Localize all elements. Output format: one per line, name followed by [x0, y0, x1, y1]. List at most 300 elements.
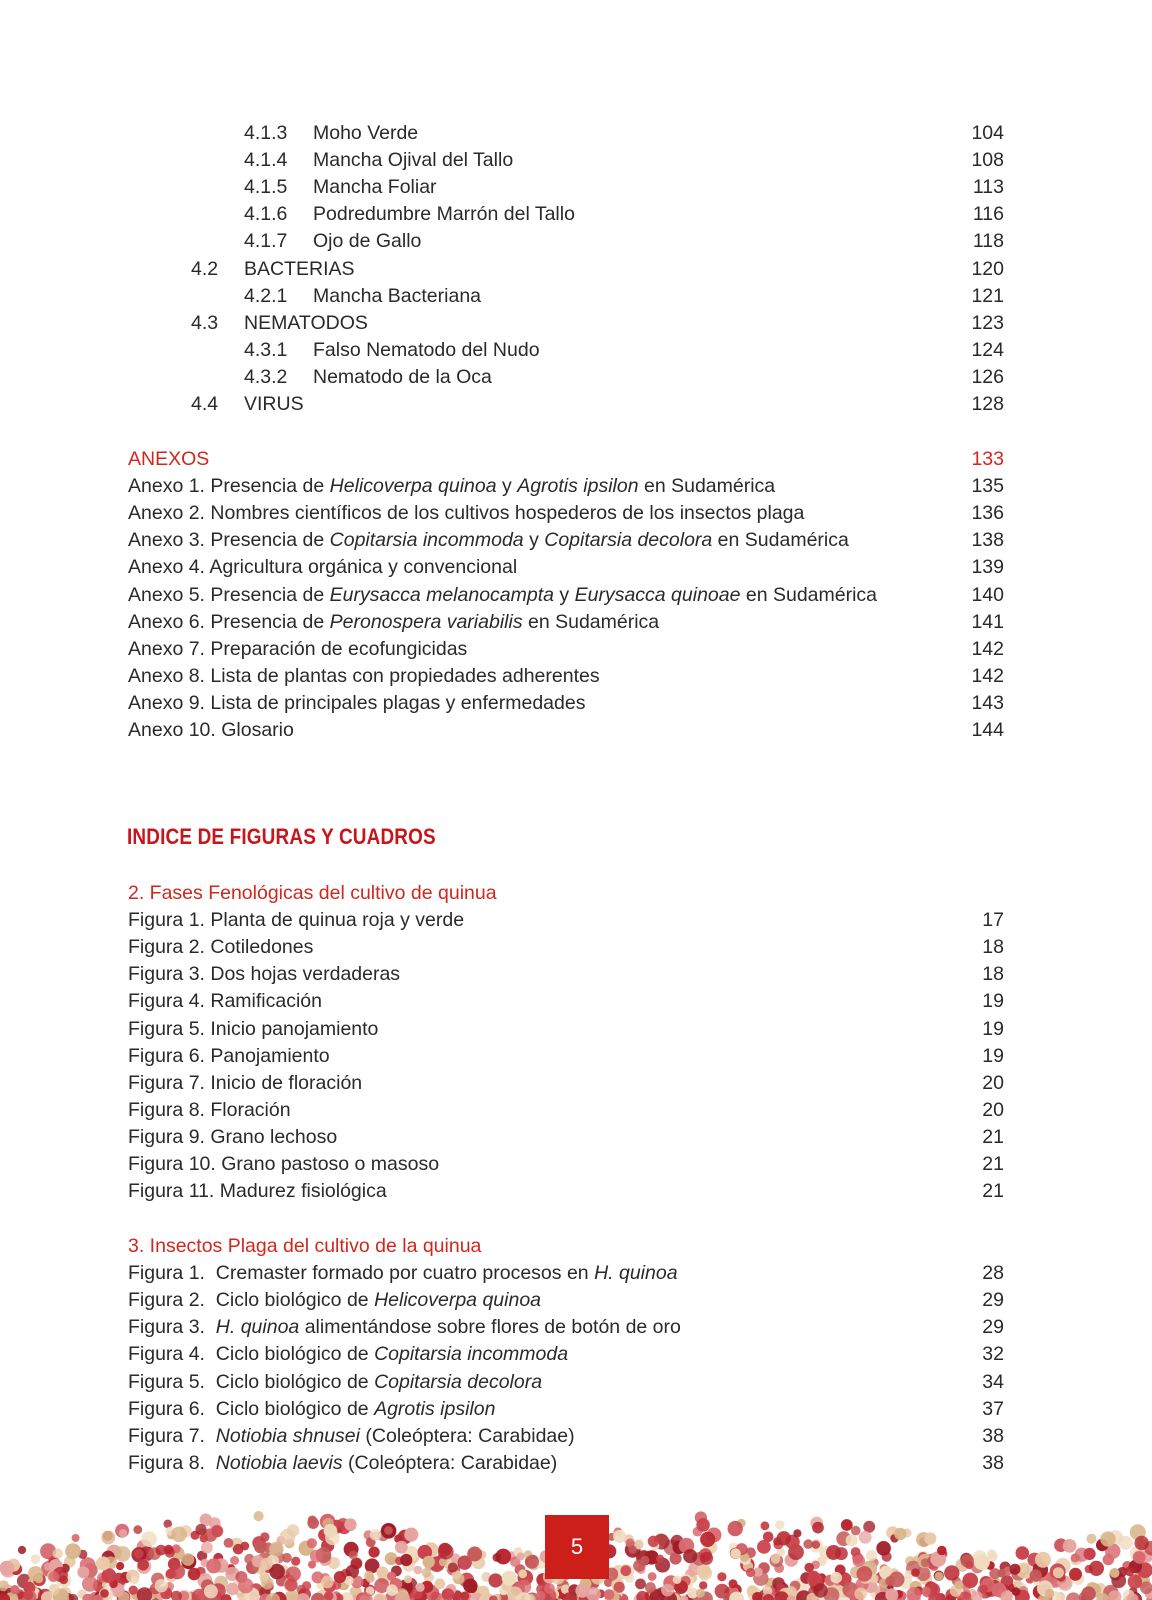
quinoa-grain [387, 1572, 396, 1581]
quinoa-grain [133, 1525, 142, 1534]
quinoa-grain [1035, 1552, 1051, 1568]
entry-text: en Sudamérica [522, 610, 660, 633]
quinoa-grain [53, 1548, 63, 1558]
entry-text: y [554, 583, 575, 606]
toc-section [191, 391, 304, 418]
quinoa-grain [1030, 1569, 1042, 1581]
figure-page: 37 [982, 1397, 1004, 1420]
entry-text: Presencia de [210, 475, 330, 498]
toc-number: 4.1.4 [244, 149, 288, 172]
entry-text: alimentándose sobre flores de botón de oro [299, 1316, 681, 1339]
quinoa-grain [807, 1571, 820, 1584]
toc-subsection [244, 283, 481, 310]
quinoa-grain [1133, 1551, 1146, 1564]
anexo-label: Anexo 4. [128, 556, 210, 579]
quinoa-grain [526, 1555, 539, 1568]
quinoa-grain [1134, 1536, 1149, 1551]
figure-entry [128, 1151, 439, 1178]
quinoa-grain [793, 1529, 801, 1537]
quinoa-grain [1128, 1574, 1142, 1588]
quinoa-grain [1063, 1539, 1077, 1553]
entry-text: Planta de quinua roja y verde [210, 909, 465, 932]
figure-label: Figura 8. [128, 1098, 211, 1121]
figure-page: 34 [982, 1370, 1004, 1393]
quinoa-grain [373, 1593, 387, 1600]
quinoa-grain [813, 1583, 827, 1597]
figure-label: Figura 7. [128, 1071, 211, 1094]
toc-number: 4.1.6 [244, 203, 288, 226]
italic-text: Notiobia shnusei [215, 1424, 360, 1447]
quinoa-grain [77, 1566, 89, 1578]
figure-entry [128, 1314, 681, 1341]
quinoa-grain [395, 1541, 408, 1554]
anexo-page: 141 [971, 610, 1004, 633]
quinoa-grain [1082, 1588, 1095, 1600]
quinoa-grain [841, 1519, 853, 1531]
quinoa-grain [989, 1568, 1000, 1579]
quinoa-grain [1012, 1587, 1021, 1596]
entry-text: en Sudamérica [740, 583, 878, 606]
figure-page: 19 [982, 1044, 1004, 1067]
quinoa-grain [683, 1549, 697, 1563]
quinoa-grain [285, 1579, 298, 1592]
figure-entry [128, 988, 322, 1015]
quinoa-grain [416, 1583, 425, 1592]
quinoa-grain [230, 1556, 239, 1565]
figure-label: Figura 5. [128, 1370, 216, 1393]
anexo-label: Anexo 8. [128, 664, 211, 687]
toc-title: Moho Verde [313, 122, 419, 144]
quinoa-grain [1010, 1564, 1021, 1575]
quinoa-grain [291, 1557, 300, 1566]
anexo-label: Anexo 6. [128, 610, 211, 633]
page-number: 5 [545, 1515, 609, 1579]
italic-text: H. quinoa [594, 1262, 678, 1285]
quinoa-grain [1119, 1536, 1133, 1550]
quinoa-grain [746, 1568, 755, 1577]
quinoa-grain [269, 1542, 284, 1557]
entry-text: Cremaster formado por cuatro procesos en [215, 1262, 595, 1285]
quinoa-grain [854, 1588, 867, 1600]
figure-label: Figura 6. [128, 1397, 216, 1420]
quinoa-grain [206, 1558, 221, 1573]
quinoa-grain [1103, 1554, 1114, 1565]
figure-entry [128, 1423, 575, 1450]
toc-subsection [244, 120, 418, 147]
figure-label: Figura 4. [128, 1343, 216, 1366]
quinoa-grain [119, 1529, 127, 1537]
quinoa-grain [620, 1565, 631, 1576]
figure-entry [128, 1260, 678, 1287]
figure-label: Figura 2. [128, 936, 211, 959]
quinoa-grain [640, 1556, 649, 1565]
quinoa-grain [204, 1584, 218, 1598]
quinoa-grain [921, 1586, 930, 1595]
toc-title: Mancha Ojival del Tallo [313, 149, 514, 172]
quinoa-grain [696, 1589, 705, 1598]
quinoa-grain [1071, 1553, 1080, 1562]
figure-page: 19 [982, 1017, 1004, 1040]
entry-text: Glosario [221, 719, 294, 741]
quinoa-grain [31, 1554, 40, 1563]
quinoa-grain [238, 1578, 253, 1593]
quinoa-grain [0, 1561, 15, 1576]
anexo-page: 139 [971, 556, 1004, 579]
anexo-entry [128, 500, 804, 527]
toc-page: 113 [972, 176, 1004, 199]
entry-text: (Coleóptera: Carabidae) [359, 1424, 575, 1447]
figure-label: Figura 9. [128, 1125, 211, 1148]
quinoa-grain [502, 1571, 517, 1586]
entry-text: Ramificación [210, 990, 322, 1013]
quinoa-grain [254, 1511, 264, 1521]
figure-page: 21 [982, 1180, 1004, 1203]
quinoa-grain [448, 1563, 458, 1573]
quinoa-grain [857, 1566, 873, 1582]
section-title: 3. Insectos Plaga del cultivo de la quinua [128, 1235, 482, 1257]
anexo-page: 143 [971, 691, 1004, 714]
entry-text: Inicio panojamiento [210, 1017, 379, 1040]
quinoa-grain [307, 1538, 317, 1548]
toc-page: 104 [971, 122, 1004, 144]
anexo-entry [128, 473, 775, 500]
figure-page: 20 [982, 1071, 1004, 1094]
toc-page: 124 [971, 338, 1004, 361]
quinoa-grain [698, 1566, 712, 1580]
anexos-title: ANEXOS [128, 448, 210, 470]
toc-number: 4.1.7 [244, 230, 288, 253]
quinoa-grain [575, 1584, 589, 1598]
quinoa-grain [493, 1553, 502, 1562]
figure-entry [128, 907, 464, 934]
italic-text: Copitarsia decolora [374, 1370, 543, 1393]
entry-text: Ciclo biológico de [215, 1370, 375, 1393]
entry-text: Preparación de ecofungicidas [210, 637, 468, 660]
figure-page: 28 [982, 1262, 1004, 1285]
entry-text: Presencia de [210, 583, 330, 606]
quinoa-grain [628, 1545, 637, 1554]
quinoa-grain [155, 1579, 168, 1592]
quinoa-grain [48, 1571, 59, 1582]
toc-title: Nematodo de la Oca [313, 365, 492, 388]
quinoa-grain [717, 1572, 726, 1581]
quinoa-grain [259, 1572, 269, 1582]
toc-page: 120 [971, 257, 1004, 280]
toc-title: VIRUS [244, 393, 304, 415]
figure-label: Figura 3. [128, 1316, 216, 1339]
quinoa-grain [170, 1564, 185, 1579]
anexo-label: Anexo 5. [128, 583, 211, 606]
figure-label: Figura 2. [128, 1289, 216, 1312]
quinoa-grain [894, 1528, 906, 1540]
figure-label: Figura 5. [128, 1017, 211, 1040]
quinoa-grain [988, 1551, 998, 1561]
figure-page: 32 [982, 1343, 1004, 1366]
entry-text: en Sudamérica [638, 475, 776, 498]
quinoa-grain [101, 1531, 115, 1545]
anexo-page: 142 [971, 637, 1004, 660]
quinoa-grain [728, 1521, 743, 1536]
anexo-entry [128, 582, 877, 609]
quinoa-grain [1086, 1534, 1096, 1544]
quinoa-grain [324, 1524, 338, 1538]
toc-page: 118 [972, 230, 1004, 253]
quinoa-grain [138, 1559, 149, 1570]
toc-title: Falso Nematodo del Nudo [313, 338, 540, 361]
entry-text: Presencia de [210, 529, 330, 552]
quinoa-grain [438, 1544, 454, 1560]
quinoa-grain [1066, 1592, 1081, 1600]
toc-subsection [244, 337, 540, 364]
toc-number: 4.4 [191, 393, 219, 415]
quinoa-grain [729, 1579, 738, 1588]
quinoa-grain [116, 1562, 124, 1570]
entry-text: y [523, 529, 545, 552]
anexo-entry [128, 527, 849, 554]
figure-entry [128, 1070, 362, 1097]
figure-entry [128, 1287, 541, 1314]
figure-page: 20 [982, 1098, 1004, 1121]
entry-text: Ciclo biológico de [215, 1289, 375, 1312]
toc-number: 4.3.1 [244, 338, 288, 361]
quinoa-grain [979, 1585, 988, 1594]
toc-subsection [244, 364, 492, 391]
quinoa-grain [635, 1579, 646, 1590]
quinoa-grain [963, 1573, 979, 1589]
quinoa-grain [876, 1541, 891, 1556]
toc-number: 4.1.3 [244, 122, 288, 144]
quinoa-grain [700, 1552, 713, 1565]
figure-label: Figura 8. [128, 1451, 216, 1474]
quinoa-grain [812, 1522, 824, 1534]
entry-text: Grano lechoso [210, 1125, 338, 1148]
anexo-label: Anexo 7. [128, 637, 211, 660]
quinoa-grain [830, 1572, 842, 1584]
anexo-entry [128, 663, 600, 690]
entry-text: Grano pastoso o masoso [221, 1153, 440, 1175]
italic-text: Copitarsia incommoda [374, 1343, 569, 1366]
quinoa-grain [763, 1532, 774, 1543]
quinoa-grain [696, 1518, 710, 1532]
quinoa-grain [422, 1568, 432, 1578]
quinoa-grain [321, 1576, 334, 1589]
figures-index-heading: INDICE DE FIGURAS Y CUADROS [127, 824, 436, 849]
figure-entry [128, 1396, 495, 1423]
quinoa-grain [1084, 1548, 1096, 1560]
quinoa-grain [23, 1590, 33, 1600]
anexo-page: 135 [971, 475, 1004, 498]
quinoa-grain [165, 1548, 175, 1558]
quinoa-grain [370, 1529, 382, 1541]
toc-title: BACTERIAS [244, 257, 355, 280]
figure-entry [128, 1016, 378, 1043]
quinoa-grain [224, 1538, 234, 1548]
quinoa-grain [364, 1571, 374, 1581]
quinoa-grain [10, 1585, 19, 1594]
quinoa-grain [200, 1534, 208, 1542]
quinoa-grain [254, 1541, 267, 1554]
quinoa-grain [334, 1571, 346, 1583]
quinoa-grain [279, 1529, 295, 1545]
quinoa-grain [517, 1553, 525, 1561]
quinoa-grain [730, 1548, 741, 1559]
quinoa-grain [369, 1547, 380, 1558]
quinoa-grain [49, 1584, 60, 1595]
toc-page: 123 [971, 311, 1004, 334]
quinoa-grain [44, 1563, 52, 1571]
quinoa-grain [803, 1539, 813, 1549]
figure-page: 29 [982, 1316, 1004, 1339]
anexo-page: 144 [971, 719, 1004, 741]
toc-title: Mancha Foliar [313, 176, 437, 199]
quinoa-grain [188, 1568, 201, 1581]
toc-section [191, 256, 355, 283]
quinoa-grain [308, 1516, 317, 1525]
quinoa-grain [400, 1554, 412, 1566]
figure-label: Figura 1. [128, 1262, 216, 1285]
quinoa-grain [613, 1530, 626, 1543]
quinoa-grain [935, 1572, 944, 1581]
figure-entry [128, 1341, 568, 1368]
quinoa-grain [544, 1583, 555, 1594]
toc-number: 4.1.5 [244, 176, 288, 199]
quinoa-grain [812, 1541, 820, 1549]
quinoa-grain [384, 1526, 393, 1535]
toc-title: Mancha Bacteriana [313, 284, 482, 307]
figure-page: 18 [982, 936, 1004, 959]
figure-entry [128, 934, 313, 961]
figure-label: Figura 11. [128, 1180, 220, 1203]
figure-page: 17 [982, 909, 1004, 932]
quinoa-grain [775, 1520, 784, 1529]
quinoa-grain [1045, 1589, 1055, 1599]
anexo-entry [128, 609, 659, 636]
quinoa-grain [866, 1550, 877, 1561]
quinoa-grain [648, 1572, 657, 1581]
quinoa-grain [826, 1545, 841, 1560]
italic-text: Agrotis ipsilon [517, 475, 639, 498]
quinoa-grain [699, 1581, 707, 1589]
italic-text: Copitarsia incommoda [329, 529, 524, 552]
toc-page: 108 [971, 149, 1004, 172]
quinoa-grain [96, 1556, 110, 1570]
toc-number: 4.3.2 [244, 365, 288, 388]
entry-text: Madurez fisiológica [219, 1180, 387, 1203]
figure-entry [128, 1369, 542, 1396]
figure-page: 38 [982, 1451, 1004, 1474]
toc-page: 126 [971, 365, 1004, 388]
quinoa-grain [804, 1563, 814, 1573]
quinoa-grain [65, 1543, 81, 1559]
quinoa-grain [1016, 1546, 1030, 1560]
anexo-label: Anexo 10. [128, 719, 222, 741]
anexo-label: Anexo 2. [128, 502, 211, 525]
figure-label: Figura 10. [128, 1153, 222, 1175]
entry-text: Lista de plantas con propiedades adherentes [210, 664, 600, 687]
quinoa-grain [141, 1531, 157, 1547]
italic-text: Notiobia laevis [215, 1451, 343, 1474]
entry-text: Ciclo biológico de [215, 1397, 375, 1420]
quinoa-grain [673, 1575, 682, 1584]
quinoa-grain [859, 1531, 872, 1544]
quinoa-grain [467, 1547, 482, 1562]
quinoa-grain [134, 1549, 144, 1559]
quinoa-grain [129, 1586, 138, 1595]
quinoa-grain [18, 1546, 26, 1554]
toc-subsection [244, 228, 421, 255]
figure-page: 18 [982, 963, 1004, 986]
quinoa-grain [851, 1526, 861, 1536]
quinoa-grain [911, 1568, 920, 1577]
figure-page: 19 [982, 990, 1004, 1013]
quinoa-grain [1053, 1567, 1064, 1578]
figure-page: 21 [982, 1125, 1004, 1148]
toc-number: 4.2 [191, 257, 219, 280]
figure-entry [128, 1178, 387, 1205]
anexo-page: 140 [971, 583, 1004, 606]
entry-text: Cotiledones [210, 936, 314, 959]
quinoa-grain [397, 1588, 408, 1599]
entry-text: Panojamiento [210, 1044, 330, 1067]
quinoa-grain [954, 1581, 963, 1590]
quinoa-grain [1100, 1531, 1115, 1546]
quinoa-grain [376, 1566, 388, 1578]
quinoa-grain [344, 1518, 356, 1530]
quinoa-grain [240, 1542, 249, 1551]
entry-text: y [496, 475, 518, 498]
toc-number: 4.3 [191, 311, 219, 334]
entry-text: en Sudamérica [712, 529, 849, 552]
figure-entry [128, 1097, 291, 1124]
quinoa-grain [489, 1573, 503, 1587]
entry-text: Floración [210, 1098, 291, 1121]
figure-page: 29 [982, 1289, 1004, 1312]
quinoa-grain [115, 1546, 131, 1562]
italic-text: Eurysacca melanocampta [329, 583, 554, 606]
quinoa-grain [937, 1546, 947, 1556]
quinoa-grain [434, 1578, 445, 1589]
quinoa-grain [846, 1534, 858, 1546]
quinoa-grain [777, 1531, 791, 1545]
quinoa-grain [924, 1532, 936, 1544]
quinoa-grain [195, 1524, 206, 1535]
quinoa-grain [171, 1527, 187, 1543]
anexo-page: 138 [971, 529, 1004, 552]
quinoa-grain [423, 1556, 435, 1568]
entry-text: Presencia de [210, 610, 330, 633]
quinoa-grain [1069, 1568, 1082, 1581]
entry-text: Lista de principales plagas y enfermedades [210, 691, 586, 714]
quinoa-grain [260, 1558, 272, 1570]
italic-text: Copitarsia decolora [544, 529, 713, 552]
quinoa-grain [310, 1550, 323, 1563]
toc-subsection [244, 147, 513, 174]
quinoa-grain [944, 1565, 959, 1580]
entry-text: Agricultura orgánica y convencional [209, 556, 518, 579]
quinoa-grain [1125, 1567, 1135, 1577]
figure-label: Figura 4. [128, 990, 211, 1013]
anexo-label: Anexo 1. [128, 475, 211, 498]
quinoa-grain [648, 1536, 659, 1547]
quinoa-grain [182, 1553, 195, 1566]
toc-subsection [244, 201, 575, 228]
figure-label: Figura 6. [128, 1044, 211, 1067]
figure-page: 21 [982, 1153, 1004, 1175]
anexo-label: Anexo 3. [128, 529, 211, 552]
toc-page: 128 [971, 393, 1004, 415]
toc-page: 121 [971, 284, 1004, 307]
quinoa-grain [201, 1542, 213, 1554]
